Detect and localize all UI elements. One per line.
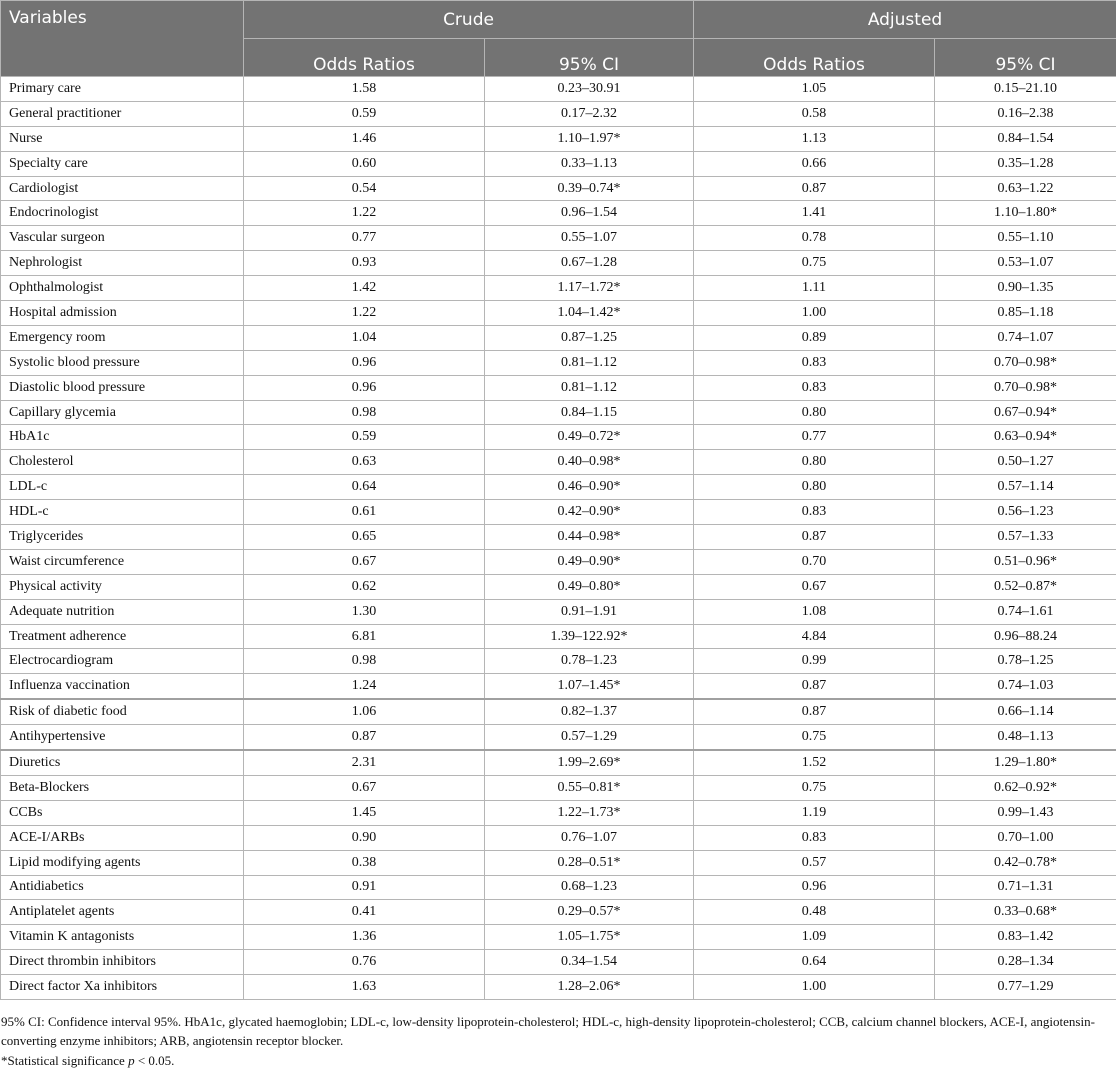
adjusted-odds-ratio: 1.08 (694, 599, 935, 624)
crude-ci: 0.49–0.72* (485, 425, 694, 450)
crude-ci: 0.76–1.07 (485, 825, 694, 850)
table-footnote (0, 1012, 1116, 1070)
adjusted-ci: 0.83–1.42 (935, 925, 1116, 950)
table-row (1, 325, 1116, 350)
adjusted-odds-ratio: 0.78 (694, 226, 935, 251)
row-label: Risk of diabetic food (1, 699, 244, 724)
crude-odds-ratio: 0.96 (244, 375, 485, 400)
crude-ci: 0.40–0.98* (485, 450, 694, 475)
adjusted-odds-ratio: 1.13 (694, 126, 935, 151)
crude-ci: 1.17–1.72* (485, 276, 694, 301)
row-label: Waist circumference (1, 549, 244, 574)
adjusted-odds-ratio: 1.05 (694, 77, 935, 102)
adjusted-ci: 0.84–1.54 (935, 126, 1116, 151)
crude-odds-ratio: 0.77 (244, 226, 485, 251)
row-label: Electrocardiogram (1, 649, 244, 674)
adjusted-odds-ratio: 0.77 (694, 425, 935, 450)
crude-odds-ratio: 0.96 (244, 350, 485, 375)
crude-ci: 0.33–1.13 (485, 151, 694, 176)
adjusted-ci: 0.35–1.28 (935, 151, 1116, 176)
table-row (1, 500, 1116, 525)
adjusted-ci: 0.85–1.18 (935, 301, 1116, 326)
adjusted-odds-ratio: 0.87 (694, 699, 935, 724)
crude-odds-ratio: 1.30 (244, 599, 485, 624)
row-label: Hospital admission (1, 301, 244, 326)
row-label: Antiplatelet agents (1, 900, 244, 925)
adjusted-ci: 0.63–1.22 (935, 176, 1116, 201)
row-label: LDL-c (1, 475, 244, 500)
row-label: Direct factor Xa inhibitors (1, 975, 244, 1000)
adjusted-odds-ratio: 4.84 (694, 624, 935, 649)
crude-ci: 0.42–0.90* (485, 500, 694, 525)
crude-odds-ratio: 1.04 (244, 325, 485, 350)
crude-ci: 0.84–1.15 (485, 400, 694, 425)
crude-ci: 0.49–0.80* (485, 574, 694, 599)
table-row (1, 800, 1116, 825)
row-label: Treatment adherence (1, 624, 244, 649)
adjusted-ci: 0.77–1.29 (935, 975, 1116, 1000)
header-adjusted: Adjusted (694, 1, 1116, 39)
row-label: Physical activity (1, 574, 244, 599)
crude-odds-ratio: 0.59 (244, 101, 485, 126)
row-label: Diastolic blood pressure (1, 375, 244, 400)
crude-odds-ratio: 0.59 (244, 425, 485, 450)
header-variables: Variables (1, 1, 244, 77)
footnote-abbreviations: 95% CI: Confidence interval 95%. HbA1c, glycated haemoglobin; LDL-c, low-density lipoprotein-cholesterol; HDL-c, high-density lipoprotein-cholesterol; CCB, calcium channel blockers, ACE-I, angiotensin-converting enzyme inhibitors; ARB, angiotensin receptor blocker. (1, 1012, 1116, 1050)
header-crude-odds-ratios: Odds Ratios (244, 39, 485, 77)
adjusted-ci: 0.33–0.68* (935, 900, 1116, 925)
table-row (1, 301, 1116, 326)
adjusted-odds-ratio: 0.67 (694, 574, 935, 599)
row-label: Nurse (1, 126, 244, 151)
adjusted-ci: 0.74–1.03 (935, 674, 1116, 699)
table-row (1, 226, 1116, 251)
table-row (1, 77, 1116, 102)
crude-odds-ratio: 0.38 (244, 850, 485, 875)
adjusted-odds-ratio: 0.48 (694, 900, 935, 925)
crude-odds-ratio: 0.93 (244, 251, 485, 276)
table-row (1, 775, 1116, 800)
adjusted-odds-ratio: 0.83 (694, 350, 935, 375)
row-label: Lipid modifying agents (1, 850, 244, 875)
adjusted-odds-ratio: 0.75 (694, 775, 935, 800)
adjusted-odds-ratio: 0.87 (694, 525, 935, 550)
row-label: HbA1c (1, 425, 244, 450)
crude-odds-ratio: 0.64 (244, 475, 485, 500)
crude-ci: 0.46–0.90* (485, 475, 694, 500)
crude-ci: 0.68–1.23 (485, 875, 694, 900)
crude-odds-ratio: 1.22 (244, 301, 485, 326)
table-row (1, 950, 1116, 975)
table-row (1, 599, 1116, 624)
adjusted-odds-ratio: 0.75 (694, 725, 935, 750)
adjusted-ci: 0.52–0.87* (935, 574, 1116, 599)
adjusted-ci: 0.57–1.33 (935, 525, 1116, 550)
row-label: ACE-I/ARBs (1, 825, 244, 850)
crude-odds-ratio: 0.67 (244, 549, 485, 574)
row-label: Adequate nutrition (1, 599, 244, 624)
table-row (1, 549, 1116, 574)
crude-odds-ratio: 0.98 (244, 400, 485, 425)
adjusted-ci: 0.28–1.34 (935, 950, 1116, 975)
crude-ci: 0.55–0.81* (485, 775, 694, 800)
row-label: Direct thrombin inhibitors (1, 950, 244, 975)
adjusted-odds-ratio: 0.83 (694, 825, 935, 850)
crude-odds-ratio: 0.61 (244, 500, 485, 525)
adjusted-ci: 1.10–1.80* (935, 201, 1116, 226)
table-row (1, 574, 1116, 599)
table-row (1, 624, 1116, 649)
adjusted-odds-ratio: 1.52 (694, 750, 935, 775)
row-label: Vitamin K antagonists (1, 925, 244, 950)
adjusted-odds-ratio: 1.11 (694, 276, 935, 301)
adjusted-ci: 0.57–1.14 (935, 475, 1116, 500)
crude-odds-ratio: 0.60 (244, 151, 485, 176)
crude-odds-ratio: 0.87 (244, 725, 485, 750)
row-label: Antidiabetics (1, 875, 244, 900)
table-row (1, 425, 1116, 450)
adjusted-odds-ratio: 0.83 (694, 500, 935, 525)
crude-odds-ratio: 0.91 (244, 875, 485, 900)
footnote-significance: *Statistical significance p < 0.05. (1, 1051, 1116, 1070)
table-row (1, 126, 1116, 151)
adjusted-ci: 0.55–1.10 (935, 226, 1116, 251)
adjusted-odds-ratio: 0.96 (694, 875, 935, 900)
row-label: Antihypertensive (1, 725, 244, 750)
crude-ci: 0.81–1.12 (485, 375, 694, 400)
adjusted-ci: 0.71–1.31 (935, 875, 1116, 900)
table-row (1, 975, 1116, 1000)
table-row (1, 699, 1116, 724)
table-row (1, 875, 1116, 900)
table-row (1, 151, 1116, 176)
table-row (1, 900, 1116, 925)
adjusted-odds-ratio: 0.83 (694, 375, 935, 400)
adjusted-ci: 0.74–1.07 (935, 325, 1116, 350)
table-body (1, 77, 1116, 1000)
crude-ci: 1.04–1.42* (485, 301, 694, 326)
table-row (1, 375, 1116, 400)
crude-odds-ratio: 1.42 (244, 276, 485, 301)
adjusted-odds-ratio: 0.89 (694, 325, 935, 350)
crude-ci: 0.81–1.12 (485, 350, 694, 375)
adjusted-ci: 0.74–1.61 (935, 599, 1116, 624)
crude-ci: 0.55–1.07 (485, 226, 694, 251)
table-row (1, 925, 1116, 950)
table-row (1, 201, 1116, 226)
table-row (1, 850, 1116, 875)
header-crude-ci: 95% CI (485, 39, 694, 77)
table-row (1, 101, 1116, 126)
row-label: Emergency room (1, 325, 244, 350)
table-row (1, 276, 1116, 301)
adjusted-odds-ratio: 0.64 (694, 950, 935, 975)
table-row (1, 400, 1116, 425)
crude-ci: 0.28–0.51* (485, 850, 694, 875)
row-label: General practitioner (1, 101, 244, 126)
crude-odds-ratio: 0.67 (244, 775, 485, 800)
adjusted-ci: 0.42–0.78* (935, 850, 1116, 875)
adjusted-ci: 0.50–1.27 (935, 450, 1116, 475)
crude-ci: 0.17–2.32 (485, 101, 694, 126)
row-label: Cardiologist (1, 176, 244, 201)
adjusted-odds-ratio: 0.58 (694, 101, 935, 126)
table-row (1, 750, 1116, 775)
adjusted-ci: 0.56–1.23 (935, 500, 1116, 525)
adjusted-odds-ratio: 0.57 (694, 850, 935, 875)
adjusted-ci: 0.62–0.92* (935, 775, 1116, 800)
table-row (1, 450, 1116, 475)
crude-ci: 0.82–1.37 (485, 699, 694, 724)
crude-ci: 1.07–1.45* (485, 674, 694, 699)
crude-odds-ratio: 1.58 (244, 77, 485, 102)
adjusted-odds-ratio: 1.00 (694, 301, 935, 326)
row-label: Nephrologist (1, 251, 244, 276)
adjusted-ci: 0.70–1.00 (935, 825, 1116, 850)
header-crude: Crude (244, 1, 694, 39)
row-label: Diuretics (1, 750, 244, 775)
crude-ci: 0.23–30.91 (485, 77, 694, 102)
adjusted-odds-ratio: 0.70 (694, 549, 935, 574)
crude-ci: 0.67–1.28 (485, 251, 694, 276)
adjusted-odds-ratio: 1.41 (694, 201, 935, 226)
crude-odds-ratio: 1.45 (244, 800, 485, 825)
crude-odds-ratio: 1.36 (244, 925, 485, 950)
adjusted-ci: 1.29–1.80* (935, 750, 1116, 775)
adjusted-ci: 0.15–21.10 (935, 77, 1116, 102)
adjusted-odds-ratio: 0.80 (694, 450, 935, 475)
crude-odds-ratio: 1.46 (244, 126, 485, 151)
crude-ci: 1.99–2.69* (485, 750, 694, 775)
row-label: Ophthalmologist (1, 276, 244, 301)
crude-odds-ratio: 0.41 (244, 900, 485, 925)
crude-odds-ratio: 0.63 (244, 450, 485, 475)
crude-odds-ratio: 0.76 (244, 950, 485, 975)
crude-odds-ratio: 1.06 (244, 699, 485, 724)
crude-odds-ratio: 0.54 (244, 176, 485, 201)
crude-odds-ratio: 0.90 (244, 825, 485, 850)
table-row (1, 475, 1116, 500)
adjusted-ci: 0.99–1.43 (935, 800, 1116, 825)
crude-ci: 0.44–0.98* (485, 525, 694, 550)
crude-ci: 0.91–1.91 (485, 599, 694, 624)
adjusted-ci: 0.96–88.24 (935, 624, 1116, 649)
adjusted-ci: 0.70–0.98* (935, 375, 1116, 400)
adjusted-odds-ratio: 0.80 (694, 400, 935, 425)
adjusted-odds-ratio: 1.19 (694, 800, 935, 825)
row-label: HDL-c (1, 500, 244, 525)
adjusted-ci: 0.51–0.96* (935, 549, 1116, 574)
table-row (1, 350, 1116, 375)
row-label: Capillary glycemia (1, 400, 244, 425)
adjusted-odds-ratio: 0.80 (694, 475, 935, 500)
crude-ci: 0.78–1.23 (485, 649, 694, 674)
row-label: Beta-Blockers (1, 775, 244, 800)
table-row (1, 825, 1116, 850)
row-label: Specialty care (1, 151, 244, 176)
adjusted-ci: 0.53–1.07 (935, 251, 1116, 276)
adjusted-ci: 0.48–1.13 (935, 725, 1116, 750)
adjusted-odds-ratio: 1.00 (694, 975, 935, 1000)
table-header (1, 1, 1116, 77)
row-label: Cholesterol (1, 450, 244, 475)
crude-ci: 0.96–1.54 (485, 201, 694, 226)
crude-ci: 1.28–2.06* (485, 975, 694, 1000)
crude-odds-ratio: 0.65 (244, 525, 485, 550)
crude-ci: 0.49–0.90* (485, 549, 694, 574)
crude-odds-ratio: 1.63 (244, 975, 485, 1000)
table-row (1, 251, 1116, 276)
adjusted-odds-ratio: 0.75 (694, 251, 935, 276)
adjusted-ci: 0.90–1.35 (935, 276, 1116, 301)
crude-ci: 0.29–0.57* (485, 900, 694, 925)
adjusted-odds-ratio: 1.09 (694, 925, 935, 950)
crude-odds-ratio: 2.31 (244, 750, 485, 775)
row-label: Triglycerides (1, 525, 244, 550)
crude-ci: 1.39–122.92* (485, 624, 694, 649)
crude-odds-ratio: 1.24 (244, 674, 485, 699)
crude-ci: 0.87–1.25 (485, 325, 694, 350)
crude-ci: 0.34–1.54 (485, 950, 694, 975)
adjusted-ci: 0.16–2.38 (935, 101, 1116, 126)
table-row (1, 525, 1116, 550)
crude-ci: 1.22–1.73* (485, 800, 694, 825)
row-label: Vascular surgeon (1, 226, 244, 251)
table-row (1, 674, 1116, 699)
table-row (1, 725, 1116, 750)
crude-odds-ratio: 6.81 (244, 624, 485, 649)
adjusted-ci: 0.78–1.25 (935, 649, 1116, 674)
row-label: Influenza vaccination (1, 674, 244, 699)
crude-ci: 1.10–1.97* (485, 126, 694, 151)
crude-ci: 0.57–1.29 (485, 725, 694, 750)
crude-odds-ratio: 0.62 (244, 574, 485, 599)
crude-odds-ratio: 0.98 (244, 649, 485, 674)
adjusted-odds-ratio: 0.87 (694, 674, 935, 699)
row-label: Endocrinologist (1, 201, 244, 226)
adjusted-ci: 0.67–0.94* (935, 400, 1116, 425)
adjusted-odds-ratio: 0.66 (694, 151, 935, 176)
table-row (1, 649, 1116, 674)
adjusted-ci: 0.66–1.14 (935, 699, 1116, 724)
adjusted-ci: 0.63–0.94* (935, 425, 1116, 450)
crude-ci: 0.39–0.74* (485, 176, 694, 201)
header-adjusted-odds-ratios: Odds Ratios (694, 39, 935, 77)
crude-ci: 1.05–1.75* (485, 925, 694, 950)
adjusted-ci: 0.70–0.98* (935, 350, 1116, 375)
adjusted-odds-ratio: 0.87 (694, 176, 935, 201)
row-label: Primary care (1, 77, 244, 102)
adjusted-odds-ratio: 0.99 (694, 649, 935, 674)
row-label: Systolic blood pressure (1, 350, 244, 375)
table-row (1, 176, 1116, 201)
crude-odds-ratio: 1.22 (244, 201, 485, 226)
header-adjusted-ci: 95% CI (935, 39, 1116, 77)
row-label: CCBs (1, 800, 244, 825)
